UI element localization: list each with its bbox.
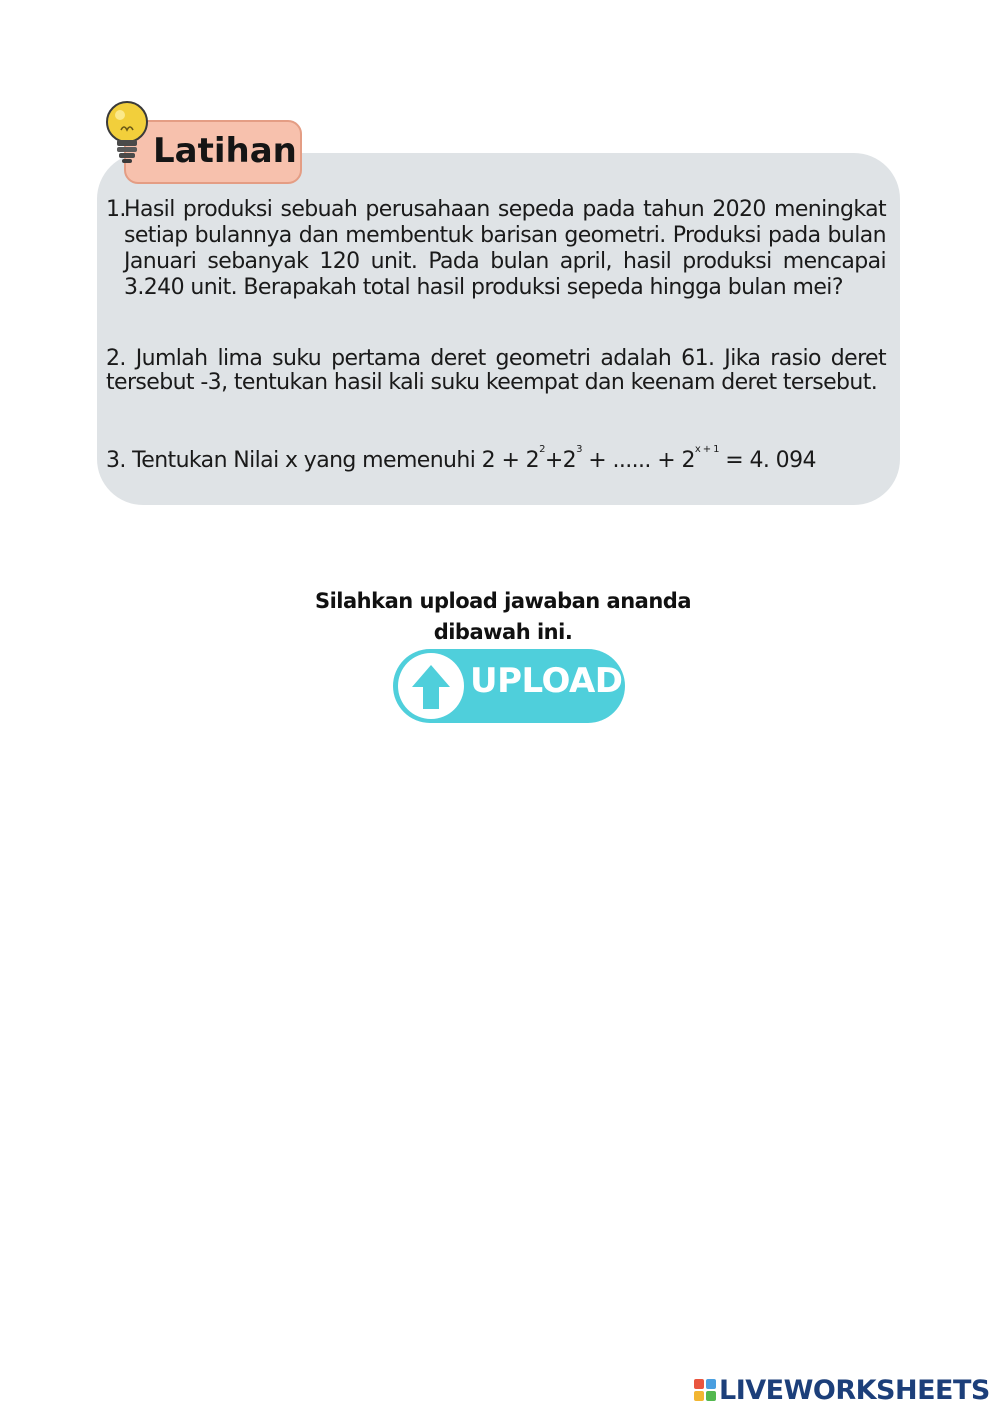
- section-title: Latihan: [153, 131, 297, 171]
- liveworksheets-icon: [694, 1379, 716, 1401]
- upload-arrow-icon: [398, 653, 464, 719]
- instruction-line-2: dibawah ini.: [433, 620, 573, 644]
- question-1-number: 1.: [106, 197, 126, 222]
- upload-instruction: [260, 586, 746, 648]
- brand-text: LIVEWORKSHEETS: [719, 1374, 990, 1406]
- exponent-2: 3: [576, 444, 582, 455]
- question-1: [106, 197, 886, 301]
- upload-button-label[interactable]: UPLOAD: [470, 661, 623, 701]
- question-3-mid1: +2: [544, 448, 577, 473]
- exponent-3: x + 1: [694, 444, 719, 455]
- exponent-1: 2: [539, 444, 545, 455]
- question-1-text: Hasil produksi sebuah perusahaan sepeda pada tahun 2020 meningkat setiap bulannya dan membentuk barisan geometri. Produksi pada bulan Januari sebanyak 120 unit. Pada bulan april, hasil produksi mencapai 3.240 unit. Berapakah total hasil produksi sepeda hingga bulan mei?: [124, 197, 886, 300]
- lightbulb-icon: [104, 100, 150, 166]
- question-2: 2. Jumlah lima suku pertama deret geometri adalah 61. Jika rasio deret tersebut -3, tentukan hasil kali suku keempat dan keenam deret tersebut.: [106, 346, 886, 395]
- question-3: [106, 444, 886, 478]
- question-3-prefix: 3. Tentukan Nilai x yang memenuhi 2 + 2: [106, 448, 540, 473]
- question-3-suffix: = 4. 094: [718, 448, 816, 473]
- instruction-line-1: Silahkan upload jawaban ananda: [314, 589, 691, 613]
- liveworksheets-logo: [694, 1373, 990, 1407]
- question-3-mid2: + ...... + 2: [581, 448, 695, 473]
